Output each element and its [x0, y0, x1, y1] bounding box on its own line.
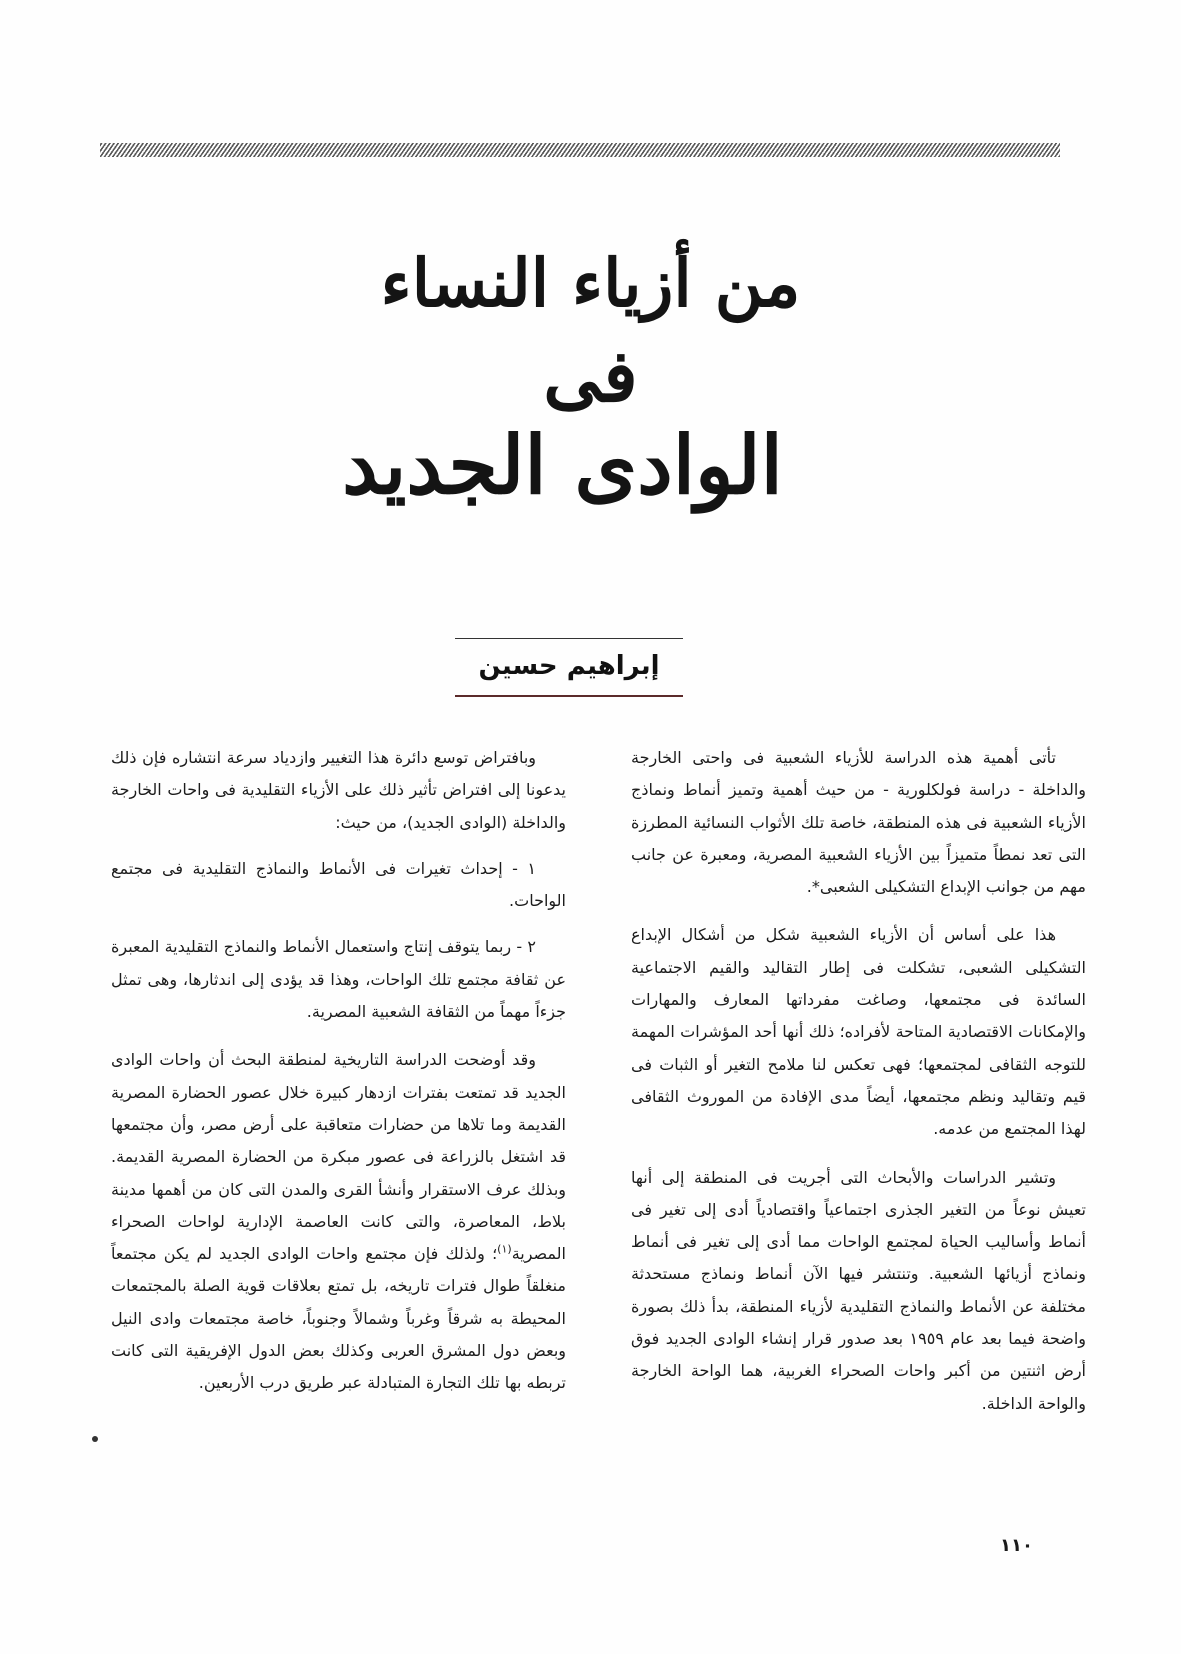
title-line-2: فى — [543, 333, 638, 418]
right-paragraph-2: هذا على أساس أن الأزياء الشعبية شكل من أشكال الإبداع التشكيلى الشعبى، تشكلت فى إطار التقاليد والقيم الاجتماعية السائدة فى مجتمعها، وصاغت مفرداتها المعارف والمهارات والإمكانات الاقتصادية المتاحة لأفراده؛ ذلك أنها أحد المؤشرات المهمة للتوجه الثقافى لمجتمعها؛ فهى تعكس لنا ملامح التغير أو الثبات فى قيم وتقاليد ونظم مجتمعها، أيضاً مدى الإفادة من الموروث الثقافى لهذا المجتمع من عدمه. — [631, 925, 1086, 1139]
title-line-1: من أزياء النساء — [380, 244, 801, 322]
right-paragraph-3: وتشير الدراسات والأبحاث التى أجريت فى المنطقة إلى أنها تعيش نوعاً من التغير الجذرى اجتماعياً واقتصادياً أدى إلى تغير فى أنماط وأساليب الحياة لمجتمع الواحات مما أدى إلى تغير فى أنماط ونماذج أزيائها الشعبية. وتنتشر فيها الآن أنماط ونماذج مستحدثة مختلفة عن الأنماط والنماذج التقليدية لأزياء المنطقة، بدأ ذلك بصورة واضحة فيما بعد عام ١٩٥٩ بعد صدور قرار إنشاء الوادى الجديد فوق أرض اثنتين من أكبر واحات الصحراء الغربية، هما الواحة الخارجة والواحة الداخلة. — [631, 1167, 1087, 1413]
footnote-marker[interactable]: (١) — [497, 1242, 512, 1256]
margin-bullet-mark — [92, 1436, 98, 1442]
author-block — [455, 638, 683, 697]
right-text-column — [631, 742, 1086, 1436]
paragraph-text: وقد أوضحت الدراسة التاريخية لمنطقة البحث أن واحات الوادى الجديد قد تمتعت بفترات ازدهار كبيرة خلال عصور الحضارة المصرية القديمة وما تلاها من حضارات متعاقبة على أرض مصر، وأن مجتمعها قد اشتغل بالزراعة فى عصور مبكرة من الحضارة المصرية القديمة. وبذلك عرف الاستقرار وأنشأ القرى والمدن التى كان من أهمها مدينة بلاط، المعاصرة، والتى كانت العاصمة الإدارية لواحات الصحراء المصرية — [111, 1050, 566, 1264]
list-item-1: ١ - إحداث تغيرات فى الأنماط والنماذج التقليدية فى مجتمع الواحات. — [111, 858, 566, 911]
page-number: ١١٠ — [1000, 1535, 1033, 1556]
decorative-hatched-rule — [100, 143, 1060, 157]
right-paragraph-1: تأتى أهمية هذه الدراسة للأزياء الشعبية فى واحتى الخارجة والداخلة - دراسة فولكلورية - من حيث أهمية وتميز أنماط ونماذج الأزياء الشعبية فى هذه المنطقة، خاصة تلك الأثواب النسائية المطرزة التى تعد نمطاً متميزاً بين الأزياء الشعبية المصرية، ومعبرة عن جانب مهم من جوانب الإبداع التشكيلى الشعبى*. — [631, 748, 1086, 897]
author-bottom-rule — [455, 695, 683, 697]
author-name: إبراهيم حسين — [478, 651, 660, 681]
list-item-2: ٢ - ربما يتوقف إنتاج واستعمال الأنماط والنماذج التقليدية المعبرة عن ثقافة مجتمع تلك الواحات، وهذا قد يؤدى إلى اندثارها، وهى تمثل جزءاً مهماً من الثقافة الشعبية المصرية. — [111, 937, 566, 1022]
paragraph-text: ؛ ولذلك فإن مجتمع واحات الوادى الجديد لم يكن مجتمعاً منغلقاً طوال فترات تاريخه، بل تمتع بعلاقات قوية الصلة بالمجتمعات المحيطة به شرقاً وغرباً وشمالاً وجنوباً، خاصة مجتمعات وادى النيل وبعض دول المشرق العربى وكذلك بعض الدول الإفريقية التى كانت تربطه بها تلك التجارة المتبادلة عبر طريق درب الأربعين. — [111, 1244, 566, 1393]
article-title — [340, 244, 841, 535]
left-paragraph-2 — [111, 1044, 566, 1399]
left-paragraph-1: وبافتراض توسع دائرة هذا التغيير وازدياد سرعة انتشاره فإن ذلك يدعونا إلى افتراض تأثير ذلك على الأزياء التقليدية فى واحات الخارجة والداخلة (الوادى الجديد)، من حيث: — [111, 748, 566, 832]
title-line-3: الوادى الجديد — [342, 418, 783, 512]
left-text-column — [111, 742, 566, 1416]
